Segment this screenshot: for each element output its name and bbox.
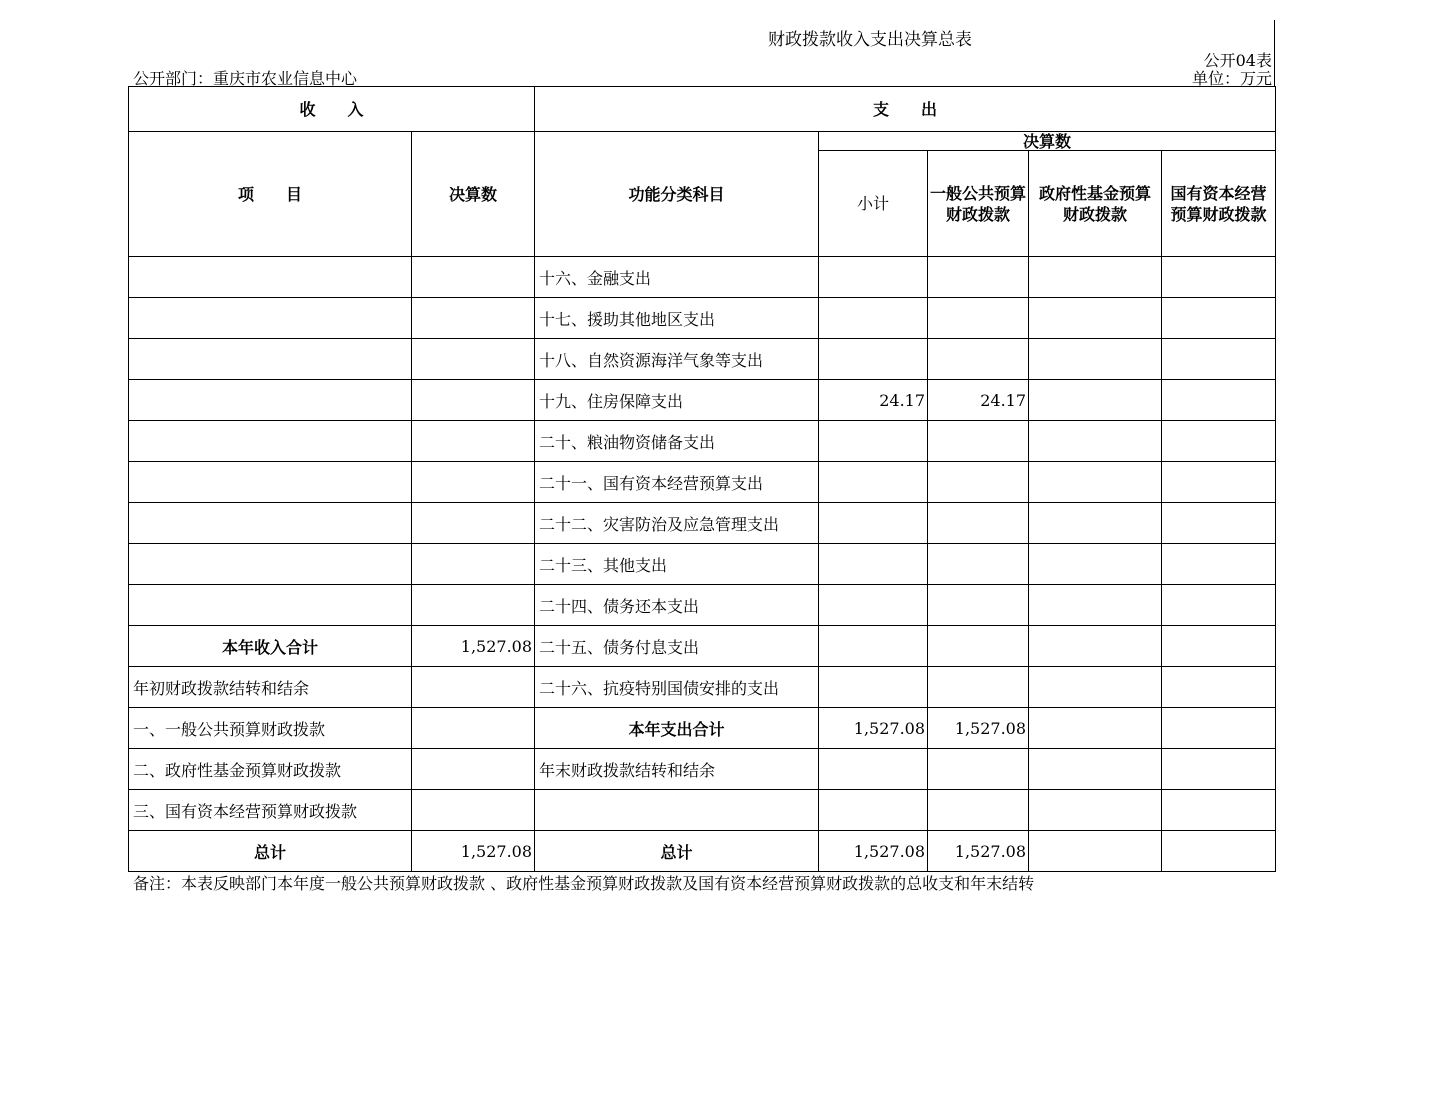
- row-func: 二十四、债务还本支出: [535, 585, 819, 626]
- row-subtotal: [819, 667, 928, 708]
- row-item: 二、政府性基金预算财政拨款: [129, 749, 412, 790]
- row-item: [129, 421, 412, 462]
- row-general: [928, 626, 1029, 667]
- row-amount: 1,527.08: [412, 626, 535, 667]
- row-capital: [1162, 339, 1276, 380]
- row-subtotal: 1,527.08: [819, 708, 928, 749]
- row-item: [129, 462, 412, 503]
- gov-fund-header: 政府性基金预算财政拨款: [1029, 151, 1162, 257]
- row-general: 1,527.08: [928, 831, 1029, 872]
- row-general: [928, 585, 1029, 626]
- row-general: [928, 544, 1029, 585]
- form-number: 公开04表: [1203, 51, 1272, 70]
- row-func: 二十、粮油物资储备支出: [535, 421, 819, 462]
- row-subtotal: [819, 503, 928, 544]
- row-general: [928, 257, 1029, 298]
- row-func: 总计: [535, 831, 819, 872]
- table-row: [129, 585, 1276, 626]
- table-row: [129, 503, 1276, 544]
- table-row: [129, 708, 1276, 749]
- subtotal-header: 小计: [819, 151, 928, 257]
- table-row: [129, 298, 1276, 339]
- table-row: [129, 421, 1276, 462]
- row-fund: [1029, 339, 1162, 380]
- amount-header: 决算数: [412, 132, 535, 257]
- row-subtotal: 1,527.08: [819, 831, 928, 872]
- row-item: 本年收入合计: [129, 626, 412, 667]
- row-subtotal: [819, 339, 928, 380]
- row-capital: [1162, 831, 1276, 872]
- table-row: [129, 790, 1276, 831]
- row-amount: [412, 257, 535, 298]
- row-func: 二十二、灾害防治及应急管理支出: [535, 503, 819, 544]
- row-subtotal: [819, 544, 928, 585]
- row-item: [129, 257, 412, 298]
- row-amount: [412, 790, 535, 831]
- row-item: 总计: [129, 831, 412, 872]
- row-amount: [412, 667, 535, 708]
- row-capital: [1162, 708, 1276, 749]
- row-subtotal: [819, 585, 928, 626]
- row-capital: [1162, 298, 1276, 339]
- row-func: 十六、金融支出: [535, 257, 819, 298]
- row-capital: [1162, 503, 1276, 544]
- table-body: [129, 257, 1276, 872]
- row-fund: [1029, 585, 1162, 626]
- row-fund: [1029, 257, 1162, 298]
- row-amount: [412, 298, 535, 339]
- row-item: 三、国有资本经营预算财政拨款: [129, 790, 412, 831]
- row-fund: [1029, 421, 1162, 462]
- table-row: [129, 626, 1276, 667]
- row-general: [928, 790, 1029, 831]
- row-general: [928, 421, 1029, 462]
- row-item: 年初财政拨款结转和结余: [129, 667, 412, 708]
- row-fund: [1029, 790, 1162, 831]
- row-fund: [1029, 380, 1162, 421]
- footnote: 备注：本表反映部门本年度一般公共预算财政拨款 、政府性基金预算财政拨款及国有资本经营预算财政拨款的总收支和年末结转: [133, 874, 1035, 893]
- row-amount: [412, 462, 535, 503]
- item-header: 项 目: [129, 132, 412, 257]
- row-func: 二十一、国有资本经营预算支出: [535, 462, 819, 503]
- row-item: [129, 503, 412, 544]
- amount-group-header: 决算数: [819, 132, 1276, 151]
- table-row: [129, 339, 1276, 380]
- row-item: 一、一般公共预算财政拨款: [129, 708, 412, 749]
- row-func: 十九、住房保障支出: [535, 380, 819, 421]
- row-capital: [1162, 585, 1276, 626]
- row-item: [129, 298, 412, 339]
- table-row: [129, 831, 1276, 872]
- row-fund: [1029, 298, 1162, 339]
- row-func: 十八、自然资源海洋气象等支出: [535, 339, 819, 380]
- row-subtotal: [819, 462, 928, 503]
- row-fund: [1029, 503, 1162, 544]
- general-budget-header: 一般公共预算财政拨款: [928, 151, 1029, 257]
- row-general: [928, 749, 1029, 790]
- unit-label: 单位：万元: [1191, 69, 1272, 88]
- page-title: 财政拨款收入支出决算总表: [768, 30, 972, 50]
- row-amount: [412, 708, 535, 749]
- row-func: [535, 790, 819, 831]
- row-fund: [1029, 831, 1162, 872]
- income-header: 收 入: [129, 87, 535, 132]
- row-general: [928, 339, 1029, 380]
- row-capital: [1162, 790, 1276, 831]
- row-amount: 1,527.08: [412, 831, 535, 872]
- row-func: 年末财政拨款结转和结余: [535, 749, 819, 790]
- budget-table: [128, 86, 1276, 872]
- row-func: 十七、援助其他地区支出: [535, 298, 819, 339]
- row-item: [129, 380, 412, 421]
- row-general: 1,527.08: [928, 708, 1029, 749]
- row-amount: [412, 544, 535, 585]
- row-capital: [1162, 462, 1276, 503]
- row-item: [129, 585, 412, 626]
- row-func: 二十六、抗疫特别国债安排的支出: [535, 667, 819, 708]
- row-capital: [1162, 749, 1276, 790]
- row-amount: [412, 339, 535, 380]
- table-row: [129, 749, 1276, 790]
- row-capital: [1162, 380, 1276, 421]
- row-capital: [1162, 421, 1276, 462]
- row-general: 24.17: [928, 380, 1029, 421]
- table-row: [129, 544, 1276, 585]
- row-capital: [1162, 667, 1276, 708]
- row-subtotal: [819, 749, 928, 790]
- row-amount: [412, 749, 535, 790]
- row-subtotal: [819, 790, 928, 831]
- row-capital: [1162, 257, 1276, 298]
- row-item: [129, 339, 412, 380]
- row-general: [928, 298, 1029, 339]
- row-general: [928, 462, 1029, 503]
- divider: [1274, 20, 1275, 86]
- row-fund: [1029, 667, 1162, 708]
- expense-header: 支 出: [535, 87, 1276, 132]
- row-fund: [1029, 462, 1162, 503]
- func-category-header: 功能分类科目: [535, 132, 819, 257]
- row-amount: [412, 380, 535, 421]
- row-item: [129, 544, 412, 585]
- row-general: [928, 503, 1029, 544]
- row-amount: [412, 421, 535, 462]
- table-row: [129, 667, 1276, 708]
- row-func: 二十五、债务付息支出: [535, 626, 819, 667]
- table-row: [129, 462, 1276, 503]
- row-subtotal: [819, 626, 928, 667]
- row-fund: [1029, 708, 1162, 749]
- row-general: [928, 667, 1029, 708]
- row-subtotal: [819, 298, 928, 339]
- row-subtotal: [819, 421, 928, 462]
- row-fund: [1029, 544, 1162, 585]
- row-capital: [1162, 626, 1276, 667]
- row-subtotal: [819, 257, 928, 298]
- department-label: 公开部门：重庆市农业信息中心: [133, 69, 358, 88]
- state-capital-header: 国有资本经营预算财政拨款: [1162, 151, 1276, 257]
- row-amount: [412, 585, 535, 626]
- table-row: [129, 257, 1276, 298]
- row-func: 二十三、其他支出: [535, 544, 819, 585]
- row-fund: [1029, 626, 1162, 667]
- row-fund: [1029, 749, 1162, 790]
- row-capital: [1162, 544, 1276, 585]
- row-amount: [412, 503, 535, 544]
- table-row: [129, 380, 1276, 421]
- row-subtotal: 24.17: [819, 380, 928, 421]
- row-func: 本年支出合计: [535, 708, 819, 749]
